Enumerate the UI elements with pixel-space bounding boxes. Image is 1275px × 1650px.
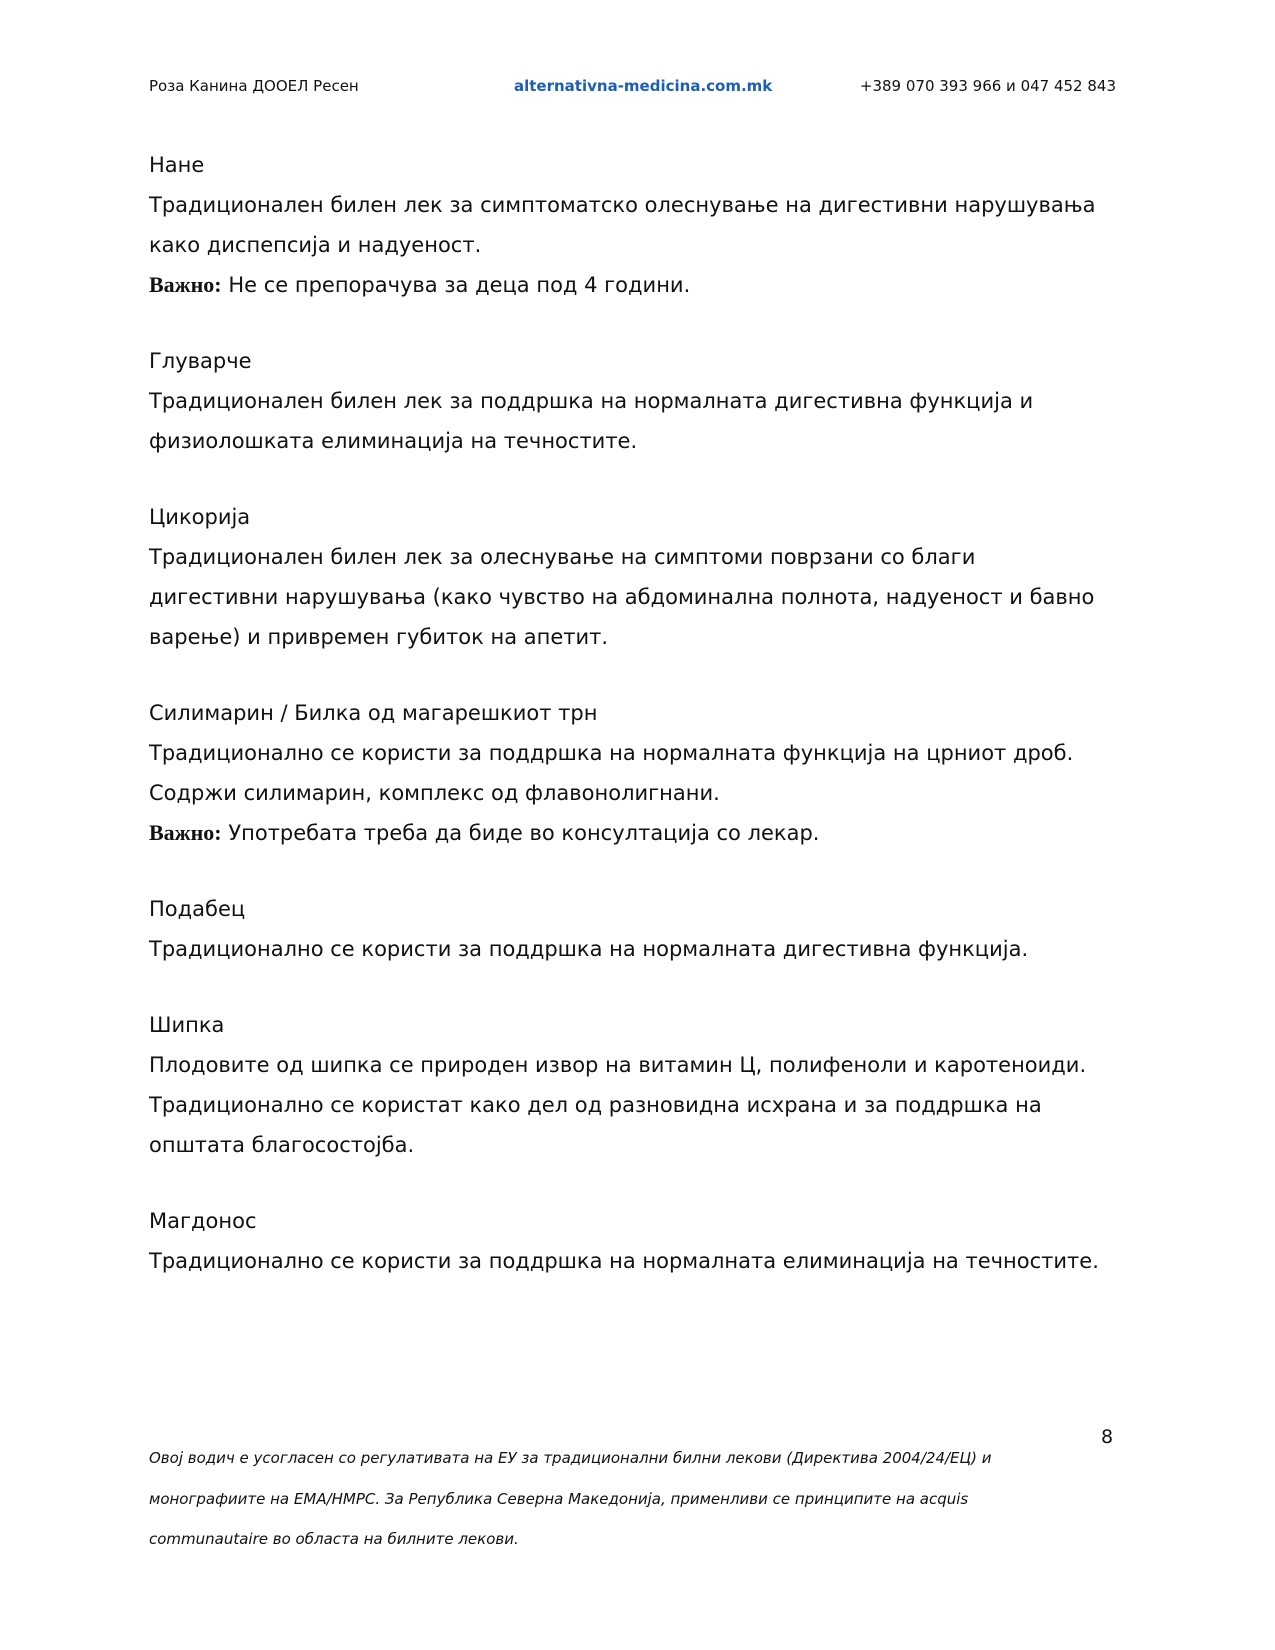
entry-title: Цикорија <box>149 505 251 529</box>
herb-entry-shipka <box>149 1005 1129 1165</box>
entry-description: Традиционално се користи за поддршка на нормалната функција на црниот дроб. Содржи силимарин, комплекс од флавонолигнани. <box>149 741 1074 805</box>
page-number: 8 <box>1101 1426 1114 1448</box>
entry-description: Плодовите од шипка се природен извор на витамин Ц, полифеноли и каротеноиди. Традиционално се користат како дел од разновидна исхрана и за поддршка на општата благосостојба. <box>149 1053 1087 1157</box>
entry-description: Традиционално се користи за поддршка на нормалната дигестивна функција. <box>149 937 1029 961</box>
note-text: Употребата треба да биде во консултација со лекар. <box>221 821 820 845</box>
entry-title: Шипка <box>149 1013 225 1037</box>
page-header <box>149 74 1116 98</box>
entry-description: Традиционален билен лек за симптоматско олеснување на дигестивни нарушувања како диспепсија и надуеност. <box>149 193 1096 257</box>
herb-entry-podabec <box>149 889 1129 969</box>
entry-title: Глуварче <box>149 349 252 373</box>
entry-title: Магдонос <box>149 1209 257 1233</box>
entry-description: Традиционален билен лек за олеснување на симптоми поврзани со благи дигестивни нарушувања (како чувство на абдоминална полнота, надуеност и бавно варење) и привремен губиток на апетит. <box>149 545 1095 649</box>
entry-note <box>149 813 1129 853</box>
note-label: Важно: <box>149 272 222 297</box>
entry-title: Силимарин / Билка од магарешкиот трн <box>149 701 598 725</box>
herb-entry-cikorija <box>149 497 1129 657</box>
entry-note <box>149 265 1129 305</box>
herb-entry-magdonos <box>149 1201 1129 1281</box>
note-label: Важно: <box>149 820 222 845</box>
phone-numbers: +389 070 393 966 и 047 452 843 <box>859 77 1116 95</box>
company-name: Роза Канина ДООЕЛ Ресен <box>149 77 359 95</box>
entry-title: Нане <box>149 153 205 177</box>
herb-entry-silimarin <box>149 693 1129 853</box>
note-text: Не се препорачува за деца под 4 години. <box>221 273 691 297</box>
main-content <box>149 145 1129 1317</box>
entry-description: Традиционално се користи за поддршка на нормалната елиминација на течностите. <box>149 1249 1099 1273</box>
website-link[interactable]: alternativna-medicina.com.mk <box>514 77 773 95</box>
footer-disclaimer: Овој водич е усогласен со регулативата на ЕУ за традиционални билни лекови (Директива 2004/24/ЕЦ) и монографиите на ЕМА/НМРС. За Република Северна Македонија, применливи се принципите на acquis communautaire во областа на билните лекови. <box>149 1449 992 1548</box>
herb-entry-gluvarche <box>149 341 1129 461</box>
herb-entry-nane <box>149 145 1129 305</box>
entry-description: Традиционален билен лек за поддршка на нормалната дигестивна функција и физиолошката елиминација на течностите. <box>149 389 1034 453</box>
entry-title: Подабец <box>149 897 246 921</box>
